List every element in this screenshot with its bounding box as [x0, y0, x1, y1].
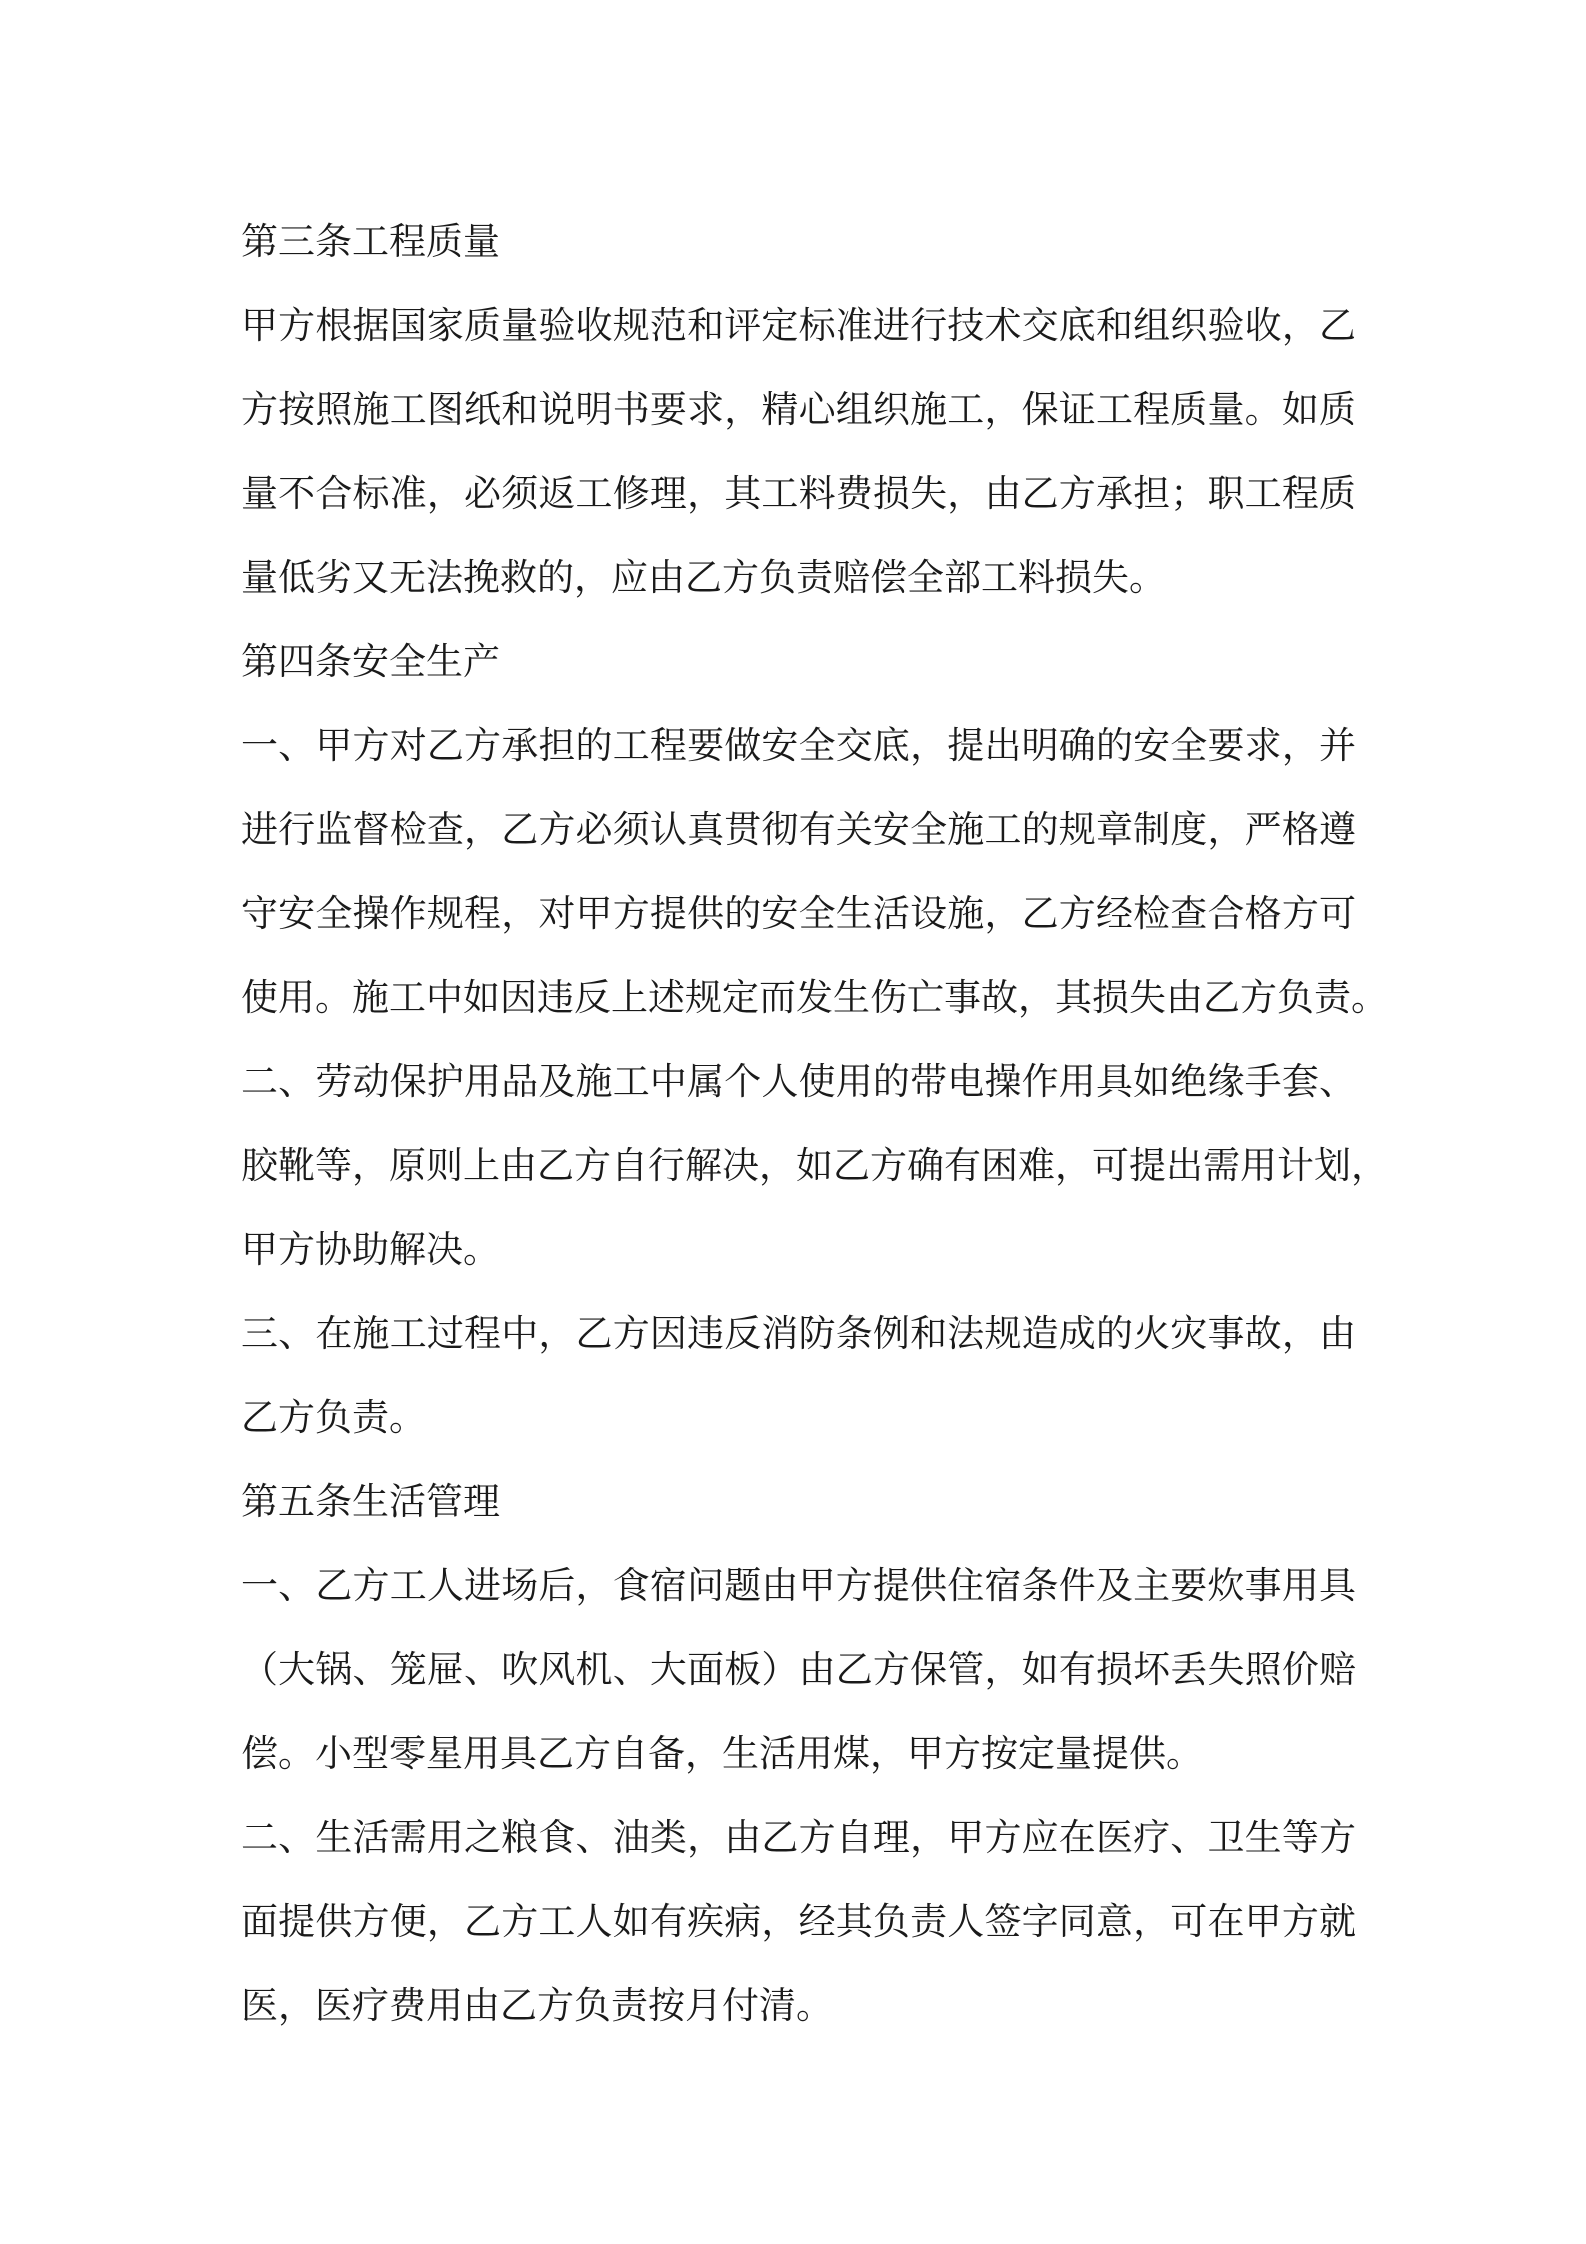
document-page — [241, 200, 1388, 2048]
paragraph-line: 三、在施工过程中，乙方因违反消防条例和法规造成的火灾事故，由 — [241, 1312, 1356, 1355]
paragraph-line: 胶靴等，原则上由乙方自行解决，如乙方确有困难，可提出需用计划， — [241, 1144, 1388, 1187]
article-3-heading: 第三条工程质量 — [241, 220, 500, 263]
paragraph-line: 守安全操作规程，对甲方提供的安全生活设施，乙方经检查合格方可 — [241, 892, 1356, 935]
paragraph-line: 甲方根据国家质量验收规范和评定标准进行技术交底和组织验收，乙 — [241, 304, 1356, 347]
paragraph-line: 甲方协助解决。 — [241, 1228, 500, 1271]
paragraph-line: 医，医疗费用由乙方负责按月付清。 — [241, 1984, 833, 2027]
paragraph-line: 方按照施工图纸和说明书要求，精心组织施工，保证工程质量。如质 — [241, 388, 1356, 431]
paragraph-line: （大锅、笼屉、吹风机、大面板）由乙方保管，如有损坏丢失照价赔 — [241, 1648, 1356, 1691]
paragraph-line: 偿。小型零星用具乙方自备，生活用煤，甲方按定量提供。 — [241, 1732, 1203, 1775]
paragraph-line: 乙方负责。 — [241, 1396, 426, 1439]
paragraph-line: 一、甲方对乙方承担的工程要做安全交底，提出明确的安全要求，并 — [241, 724, 1356, 767]
paragraph-line: 量低劣又无法挽救的，应由乙方负责赔偿全部工料损失。 — [241, 556, 1166, 599]
paragraph-line: 量不合标准，必须返工修理，其工料费损失，由乙方承担；职工程质 — [241, 472, 1356, 515]
paragraph-line: 进行监督检查，乙方必须认真贯彻有关安全施工的规章制度，严格遵 — [241, 808, 1356, 851]
article-5-heading: 第五条生活管理 — [241, 1480, 500, 1523]
paragraph-line: 使用。施工中如因违反上述规定而发生伤亡事故，其损失由乙方负责。 — [241, 976, 1388, 1019]
article-4-heading: 第四条安全生产 — [241, 640, 500, 683]
paragraph-line: 二、生活需用之粮食、油类，由乙方自理，甲方应在医疗、卫生等方 — [241, 1816, 1356, 1859]
paragraph-line: 面提供方便，乙方工人如有疾病，经其负责人签字同意，可在甲方就 — [241, 1900, 1356, 1943]
paragraph-line: 一、乙方工人进场后，食宿问题由甲方提供住宿条件及主要炊事用具 — [241, 1564, 1356, 1607]
paragraph-line: 二、劳动保护用品及施工中属个人使用的带电操作用具如绝缘手套、 — [241, 1060, 1356, 1103]
